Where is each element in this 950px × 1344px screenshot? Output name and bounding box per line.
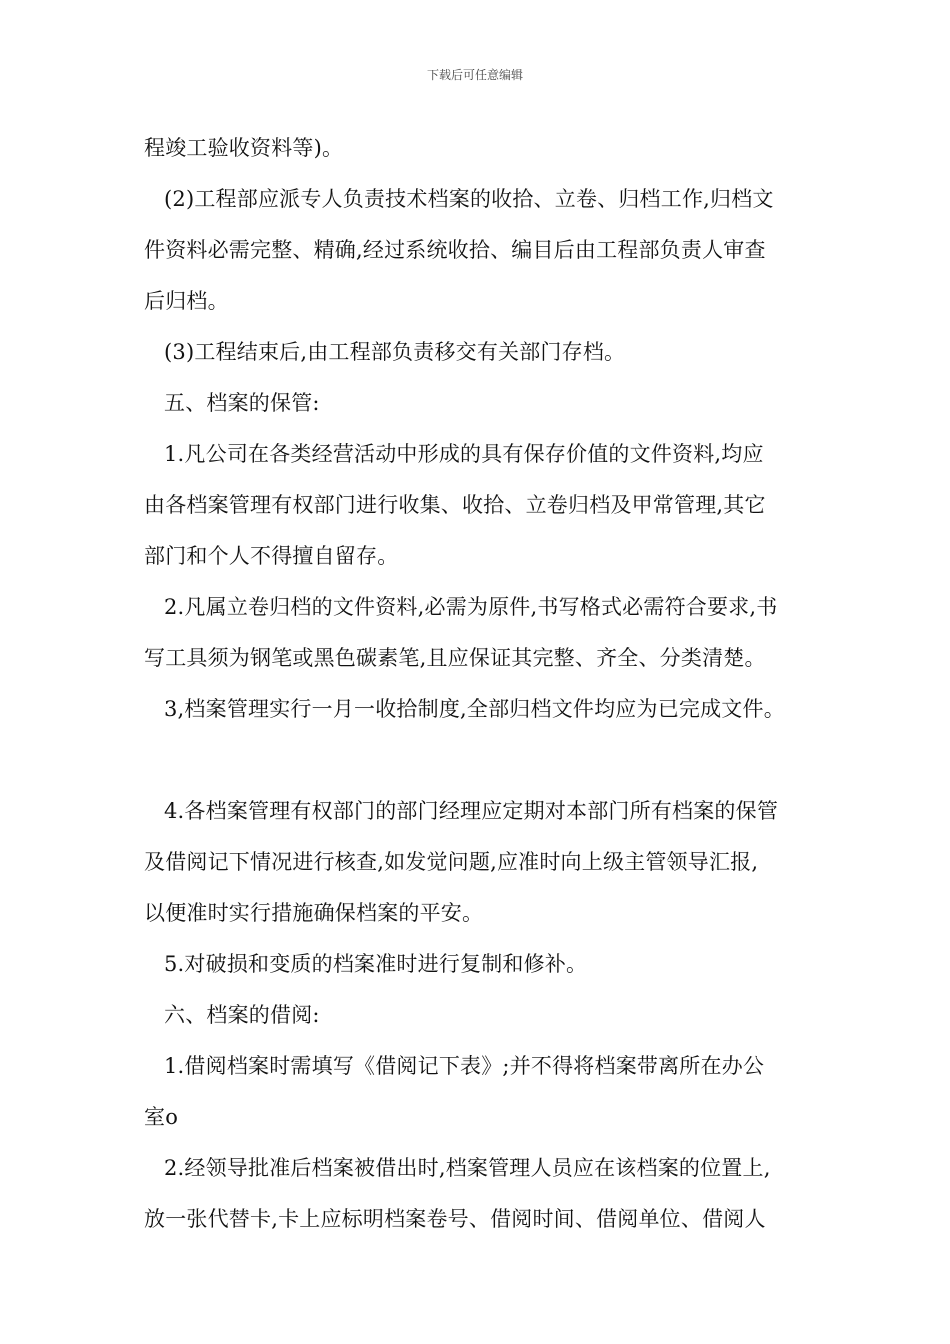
text-line-19: 1.借阅档案时需填写《借阅记下表》;并不得将档案带离所在办公 xyxy=(164,1054,765,1078)
text-line-8: 由各档案管理有权部门进行收集、收拾、立卷归档及甲常管理,其它 xyxy=(144,493,766,517)
text-line-10: 2.凡属立卷归档的文件资料,必需为原件,书写格式必需符合要求,书 xyxy=(164,595,778,619)
page-header: 下载后可任意编辑 xyxy=(426,68,523,82)
text-line-2: (2)工程部应派专人负责技术档案的收拾、立卷、归档工作,归档文 xyxy=(164,187,774,211)
text-line-5: (3)工程结束后,由工程部负责移交有关部门存档。 xyxy=(164,340,626,364)
text-line-9: 部门和个人不得擅自留存。 xyxy=(144,544,399,568)
text-line-7: 1.凡公司在各类经营活动中形成的具有保存价值的文件资料,均应 xyxy=(164,442,764,466)
text-line-21: 2.经领导批准后档案被借出时,档案管理人员应在该档案的位置上, xyxy=(164,1156,771,1180)
text-line-20: 室o xyxy=(144,1105,179,1129)
section-heading-6: 六、档案的借阅: xyxy=(164,1003,320,1027)
text-line-4: 后归档。 xyxy=(144,289,229,313)
text-line-12: 3,档案管理实行一月一收拾制度,全部归档文件均应为已完成文件。 xyxy=(164,697,785,721)
text-line-11: 写工具须为钢笔或黑色碳素笔,且应保证其完整、齐全、分类清楚。 xyxy=(144,646,766,670)
text-line-14: 4.各档案管理有权部门的部门经理应定期对本部门所有档案的保管 xyxy=(164,799,779,823)
section-heading-5: 五、档案的保管: xyxy=(164,391,320,415)
document-body xyxy=(144,128,824,1250)
text-line-22: 放一张代替卡,卡上应标明档案卷号、借阅时间、借阅单位、借阅人 xyxy=(144,1207,766,1231)
blank-line xyxy=(144,740,824,791)
text-line-3: 件资料必需完整、精确,经过系统收拾、编目后由工程部负责人审查 xyxy=(144,238,766,262)
text-line-16: 以便准时实行措施确保档案的平安。 xyxy=(144,901,484,925)
text-line-17: 5.对破损和变质的档案准时进行复制和修补。 xyxy=(164,952,588,976)
text-line-1: 程竣工验收资料等)。 xyxy=(144,136,344,160)
text-line-15: 及借阅记下情况进行核查,如发觉问题,应准时向上级主管领导汇报, xyxy=(144,850,759,874)
